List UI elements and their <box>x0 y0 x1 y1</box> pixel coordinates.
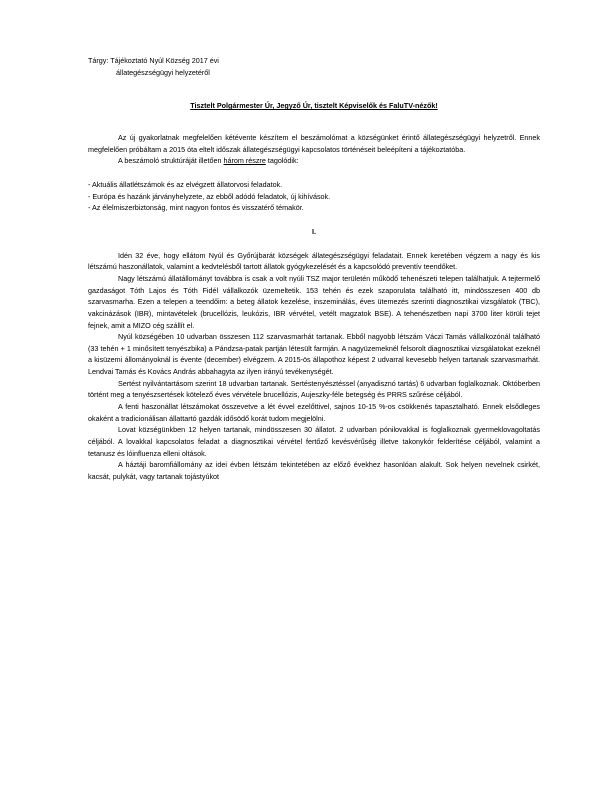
list-item: - Az élelmiszerbiztonság, mint nagyon fontos és visszatérő témakör. <box>88 203 304 213</box>
section-number-one: I. <box>312 226 316 236</box>
list-item: - Aktuális állatlétszámok és az elvégzett állatorvosi feladatok. <box>88 179 283 189</box>
subject-line-2: állategészségügyi helyzetéről <box>116 67 210 77</box>
intro-paragraph-2: A beszámoló struktúráját illetően három részre tagolódik: <box>118 156 299 166</box>
spacer <box>88 167 540 179</box>
bullet-list <box>88 179 540 214</box>
intro-paragraph-1: Az új gyakorlatnak megfelelően kétévente készítem el beszámolómat a községünket érintő állategészségügyi helyzetről. Ennek megfelelően próbáltam a 2015 óta eltelt időszak állategészségügyi kapcsolatos történéseit beleépíteni a tájékoztatóba. <box>88 132 540 154</box>
body-paragraph-7: A háztáji baromfiállomány az idei évben létszám tekintetében az előző évekhez hasonlóan alakult. Sok helyen nevelnek csirkét, kacsát, pulykát, vagy tartanak tojástyúkot <box>88 460 540 482</box>
list-item: - Európa és hazánk járványhelyzete, az ebből adódó feladatok, új kihívások. <box>88 191 331 201</box>
body-paragraph-6: Lovat községünkben 12 helyen tartanak, mindösszesen 30 állatot. 2 udvarban pónilovakkal is foglalkoznak gyermeklovagoltatás céljából. A lovakkal kapcsolatos feladat a diagnosztikai vérvétel fertőző kevésvérűség illetve takonykór felderítése céljából, valamint a tetanusz és lóinfluenza elleni oltások. <box>88 425 540 458</box>
subject-line-1: Tárgy: Tájékoztató Nyúl Község 2017 évi <box>88 56 219 65</box>
body-paragraph-2: Nagy létszámú állatállományt továbbra is csak a volt nyúli TSZ major területén működő tehenészeti telepen találhatjuk. A tejtermelő gazdaságot Tóth Lajos és Tóth Fidél vállalkozók üzemeltetik. 153 tehén és ezek szaporulata található itt, mindösszesen 400 db szarvasmarha. Ezen a telepen a teendőim: a beteg állatok kezelése, inszeminálás, éves ütemezés szerinti diagnosztikai vizsgálatok (TBC), vakcinázások (IBR), mintavételek (brucellózis, leukózis, IBR vérvétel, vetélt magzatok BSE). A tehenészetben napi 3700 liter körüli tejet fejnek, amit a MIZO cég szállít el. <box>88 273 540 330</box>
body-paragraph-5: A fenti haszonállat létszámokat összevetve a lét évvel ezelőttivel, sajnos 10-15 %-os csökkenés tapasztalható. Ennek elsődleges okaként a tradicionálisan állattartó gazdák idősödő korát tudom megjelölni. <box>88 402 540 423</box>
body-paragraph-3: Nyúl községében 10 udvarban összesen 112 szarvasmarhát tartanak. Ebből nagyobb létszám Váczi Tamás vállalkozónál található (33 tehén + 1 minősített tenyészbika) a Pándzsa-patak partján létesült farmján. A nagyüzemeknél felsorolt diagnosztikai vizsgálatokat ezeknél a kisüzemi állományoknál is évente (december) elvégzem. A 2015-ös állapothoz képest 2 udvarral kevesebb helyen tartanak szarvasmarhát. Lendvai Tamás és Kovács András abbahagyta az ilyen irányú tevékenységét. <box>88 332 540 377</box>
body-paragraph-1: Idén 32 éve, hogy ellátom Nyúl és Győrújbarát községek állategészségügyi feladatait. Ennek keretében végzem a nagy és kis létszámú haszonállatok, valamint a kedvtelésből tartott állatok gyógykezelését és a kapcsolódó preventív teendőket. <box>88 250 540 272</box>
body-paragraph-4: Sertést nyilvántartásom szerint 18 udvarban tartanak. Sertéstenyésztéssel (anyadisznó tartás) 6 udvarban foglalkoznak. Októberben történt meg a tenyészsertések kötelező éves vérvétele brucellózis, Aujeszky-féle betegség és PRRS szűrése céljából. <box>88 378 540 400</box>
salutation: Tisztelt Polgármester Úr, Jegyző Úr, tisztelt Képviselők és FaluTV-nézők! <box>190 101 438 111</box>
subject-block <box>88 55 540 78</box>
document-body <box>88 55 540 483</box>
